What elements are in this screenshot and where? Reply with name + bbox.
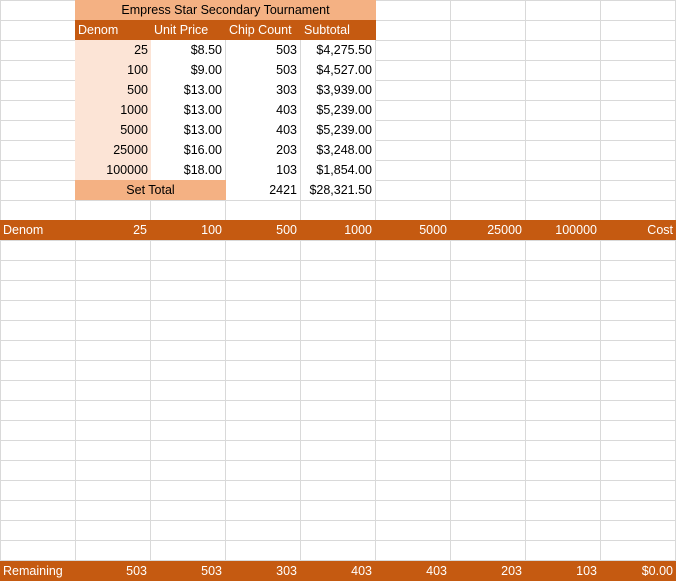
- unit-price-cell[interactable]: $18.00: [151, 160, 225, 180]
- denom-row-cell[interactable]: 100000: [525, 220, 600, 240]
- header-chip-count[interactable]: Chip Count: [226, 20, 301, 40]
- header-unit-price[interactable]: Unit Price: [151, 20, 226, 40]
- chip-count-cell[interactable]: 303: [226, 80, 300, 100]
- unit-price-cell[interactable]: $8.50: [151, 40, 225, 60]
- table-title[interactable]: Empress Star Secondary Tournament: [75, 0, 376, 20]
- header-subtotal[interactable]: Subtotal: [301, 20, 376, 40]
- header-denom[interactable]: Denom: [75, 20, 151, 40]
- remaining-row-cell[interactable]: 503: [75, 561, 150, 581]
- chip-count-cell[interactable]: 403: [226, 100, 300, 120]
- subtotal-cell[interactable]: $5,239.00: [301, 120, 375, 140]
- chip-count-cell[interactable]: 503: [226, 60, 300, 80]
- remaining-row-cell[interactable]: 403: [300, 561, 375, 581]
- denom-cell[interactable]: 100000: [75, 160, 151, 180]
- denom-cell[interactable]: 25000: [75, 140, 151, 160]
- remaining-row-cell[interactable]: 503: [150, 561, 225, 581]
- chip-count-cell[interactable]: 503: [226, 40, 300, 60]
- denom-row-cell[interactable]: 500: [225, 220, 300, 240]
- unit-price-cell[interactable]: $13.00: [151, 80, 225, 100]
- subtotal-cell[interactable]: $5,239.00: [301, 100, 375, 120]
- denom-row-cell[interactable]: 5000: [375, 220, 450, 240]
- remaining-row-cell[interactable]: 303: [225, 561, 300, 581]
- chip-count-cell[interactable]: 103: [226, 160, 300, 180]
- remaining-row-label[interactable]: Remaining: [0, 561, 75, 581]
- denom-cell[interactable]: 25: [75, 40, 151, 60]
- denom-row-cell[interactable]: 25000: [450, 220, 525, 240]
- unit-price-cell[interactable]: $13.00: [151, 100, 225, 120]
- chip-count-cell[interactable]: 203: [226, 140, 300, 160]
- denom-cell[interactable]: 1000: [75, 100, 151, 120]
- remaining-row-cell[interactable]: 203: [450, 561, 525, 581]
- remaining-cost[interactable]: $0.00: [600, 561, 676, 581]
- set-total-chip-count[interactable]: 2421: [226, 180, 300, 200]
- cost-label[interactable]: Cost: [600, 220, 676, 240]
- subtotal-cell[interactable]: $1,854.00: [301, 160, 375, 180]
- chip-count-cell[interactable]: 403: [226, 120, 300, 140]
- unit-price-cell[interactable]: $9.00: [151, 60, 225, 80]
- set-total-label[interactable]: Set Total: [75, 180, 226, 200]
- denom-cell[interactable]: 5000: [75, 120, 151, 140]
- subtotal-cell[interactable]: $3,248.00: [301, 140, 375, 160]
- subtotal-cell[interactable]: $3,939.00: [301, 80, 375, 100]
- denom-row-cell[interactable]: 100: [150, 220, 225, 240]
- unit-price-cell[interactable]: $13.00: [151, 120, 225, 140]
- subtotal-cell[interactable]: $4,275.50: [301, 40, 375, 60]
- unit-price-cell[interactable]: $16.00: [151, 140, 225, 160]
- remaining-row-cell[interactable]: 403: [375, 561, 450, 581]
- denom-row-cell[interactable]: 25: [75, 220, 150, 240]
- set-total-subtotal[interactable]: $28,321.50: [301, 180, 375, 200]
- remaining-row-cell[interactable]: 103: [525, 561, 600, 581]
- denom-cell[interactable]: 100: [75, 60, 151, 80]
- denom-cell[interactable]: 500: [75, 80, 151, 100]
- subtotal-cell[interactable]: $4,527.00: [301, 60, 375, 80]
- denom-row-label[interactable]: Denom: [0, 220, 75, 240]
- denom-row-cell[interactable]: 1000: [300, 220, 375, 240]
